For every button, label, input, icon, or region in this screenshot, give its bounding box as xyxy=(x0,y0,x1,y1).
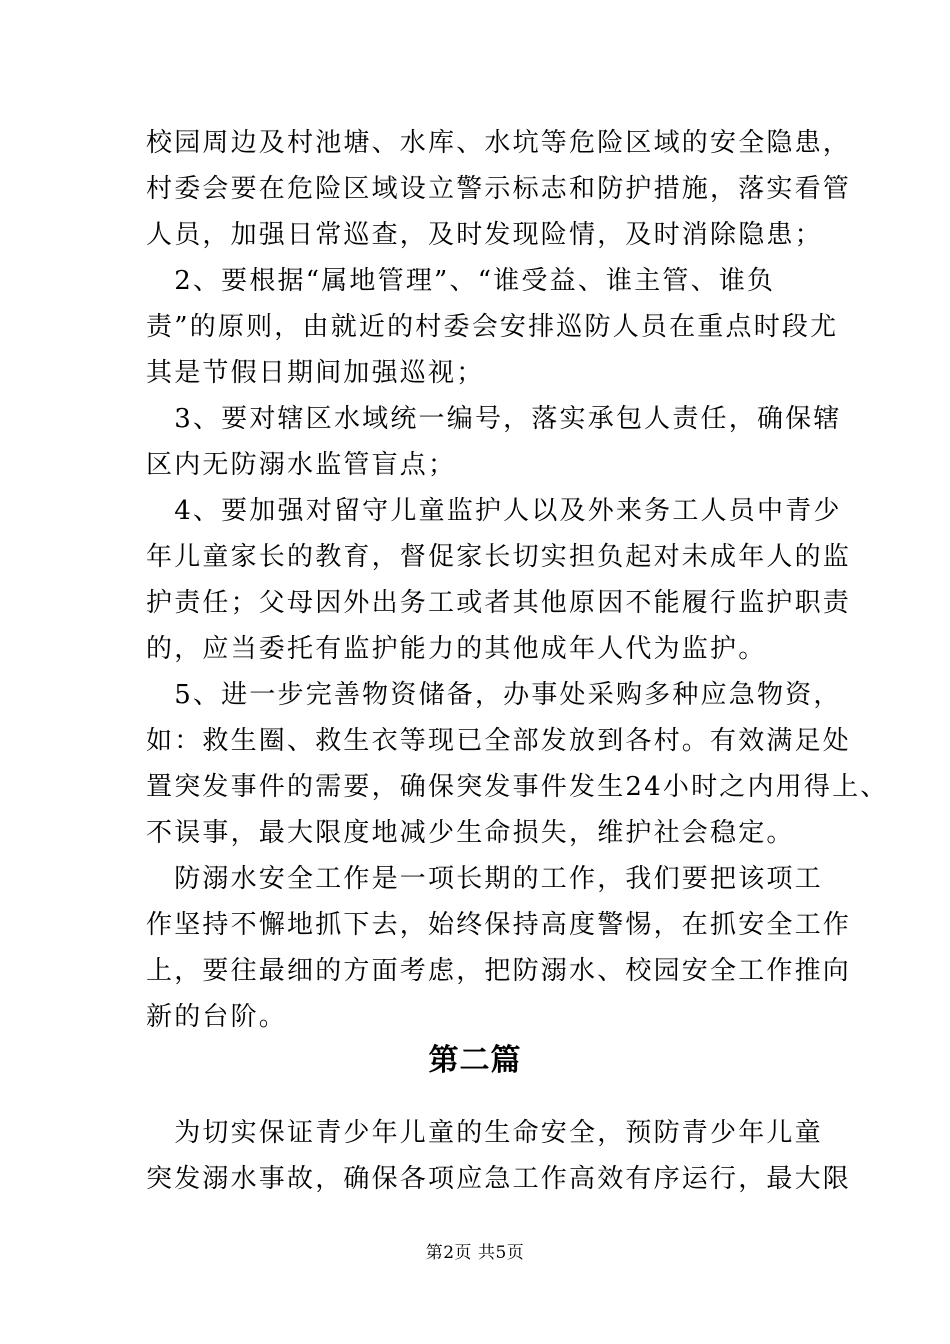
body-text-line: 的，应当委托有监护能力的其他成年人代为监护。 xyxy=(146,634,767,664)
page-footer: 第2页 共5页 xyxy=(425,1243,525,1263)
section-heading: 第二篇 xyxy=(428,1043,522,1078)
body-text-line: 突发溺水事故，确保各项应急工作高效有序运行，最大限 xyxy=(146,1164,852,1194)
body-text-line: 村委会要在危险区域设立警示标志和防护措施，落实看管 xyxy=(146,174,852,204)
body-text-line: 校园周边及村池塘、水库、水坑等危险区域的安全隐患， xyxy=(146,128,852,158)
body-text-line: 其是节假日期间加强巡视； xyxy=(146,358,485,388)
body-text-line: 5、进一步完善物资储备，办事处采购多种应急物资， xyxy=(146,680,842,710)
body-text-line: 3、要对辖区水域统一编号，落实承包人责任，确保辖 xyxy=(146,404,842,434)
body-text-line: 护责任；父母因外出务工或者其他原因不能履行监护职责 xyxy=(146,588,852,618)
body-text-line: 人员，加强日常巡查，及时发现险情，及时消除隐患； xyxy=(146,220,823,250)
body-text-line: 区内无防溺水监管盲点； xyxy=(146,450,457,480)
body-text-line: 作坚持不懈地抓下去，始终保持高度警惕，在抓安全工作 xyxy=(146,910,852,940)
body-text-line: 责”的原则，由就近的村委会安排巡防人员在重点时段尤 xyxy=(146,312,839,342)
body-text-line: 年儿童家长的教育，督促家长切实担负起对未成年人的监 xyxy=(146,542,852,572)
body-text-line: 2、要根据“属地管理”、“谁受益、谁主管、谁负 xyxy=(146,266,776,296)
body-text-line: 防溺水安全工作是一项长期的工作，我们要把该项工 xyxy=(146,864,823,894)
body-text-line: 如：救生圈、救生衣等现已全部发放到各村。有效满足处 xyxy=(146,726,852,756)
body-text-line: 上，要往最细的方面考虑，把防溺水、校园安全工作推向 xyxy=(146,956,852,986)
body-text-line: 置突发事件的需要，确保突发事件发生24小时之内用得上、 xyxy=(146,772,889,802)
body-text-line: 为切实保证青少年儿童的生命安全，预防青少年儿童 xyxy=(146,1118,823,1148)
body-text-line: 4、要加强对留守儿童监护人以及外来务工人员中青少 xyxy=(146,496,842,526)
body-text-line: 新的台阶。 xyxy=(146,1002,288,1032)
body-text-line: 不误事，最大限度地减少生命损失，维护社会稳定。 xyxy=(146,818,795,848)
